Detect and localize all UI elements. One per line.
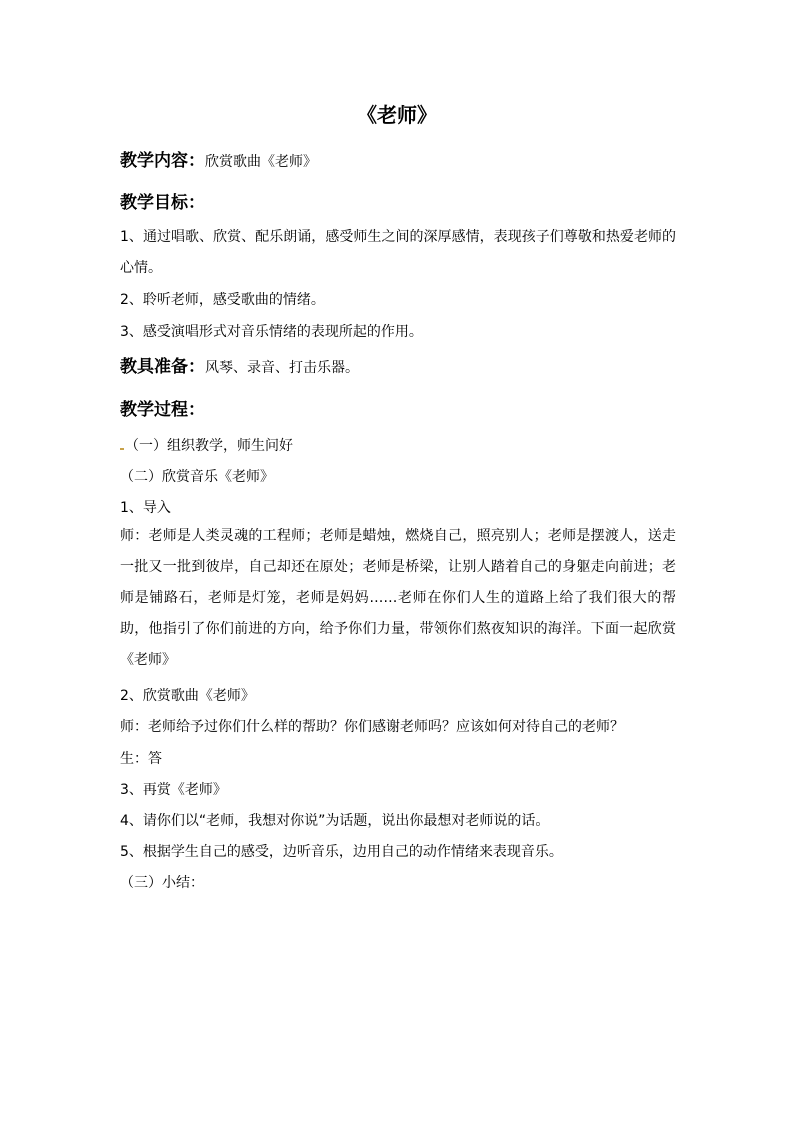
goals-heading: 教学目标： bbox=[120, 193, 205, 213]
goal-item-2: 2、聆听老师，感受歌曲的情绪。 bbox=[120, 292, 325, 308]
process-line-5: 2、欣赏歌曲《老师》 bbox=[120, 688, 255, 704]
revision-mark bbox=[120, 448, 124, 450]
process-line-7: 生：答 bbox=[120, 751, 162, 767]
content-value: 欣赏歌曲《老师》 bbox=[205, 154, 317, 170]
process-paragraph-teacher-intro: 师：老师是人类灵魂的工程师；老师是蜡烛，燃烧自己，照亮别人；老师是摆渡人，送走一批又一批到彼岸，自己却还在原处；老师是桥梁，让别人踏着自己的身躯走向前进；老师是铺路石，老师是灯笼，老师是妈妈……老师在你们人生的道路上给了我们很大的帮助，他指引了你们前进的方向，给予你们力量，带领你们熬夜知识的海洋。下面一起欣赏《老师》 bbox=[120, 528, 676, 668]
process-line-3: 1、导入 bbox=[120, 500, 171, 516]
process-line-1 bbox=[120, 436, 680, 456]
goal-item-3: 3、感受演唱形式对音乐情绪的表现所起的作用。 bbox=[120, 324, 423, 340]
document-title: 《老师》 bbox=[357, 103, 437, 127]
process-line-1-text: （一）组织教学，师生问好 bbox=[125, 438, 293, 454]
content-heading bbox=[120, 148, 317, 175]
tools-heading bbox=[120, 354, 359, 381]
process-line-10: 5、根据学生自己的感受，边听音乐，边用自己的动作情绪来表现音乐。 bbox=[120, 844, 563, 860]
process-line-2: （二）欣赏音乐《老师》 bbox=[120, 469, 274, 485]
process-line-6: 师：老师给予过你们什么样的帮助？你们感谢老师吗？应该如何对待自己的老师？ bbox=[120, 719, 624, 735]
process-heading: 教学过程： bbox=[120, 400, 205, 420]
process-line-8: 3、再赏《老师》 bbox=[120, 782, 227, 798]
tools-label: 教具准备： bbox=[120, 357, 205, 377]
goal-item-1: 1、通过唱歌、欣赏、配乐朗诵，感受师生之间的深厚感情，表现孩子们尊敬和热爱老师的心情。 bbox=[120, 229, 676, 276]
content-label: 教学内容： bbox=[120, 151, 205, 171]
tools-value: 风琴、录音、打击乐器。 bbox=[205, 360, 359, 376]
process-line-11: （三）小结： bbox=[120, 875, 204, 891]
process-line-9: 4、请你们以“老师，我想对你说”为话题，说出你最想对老师说的话。 bbox=[120, 813, 550, 829]
